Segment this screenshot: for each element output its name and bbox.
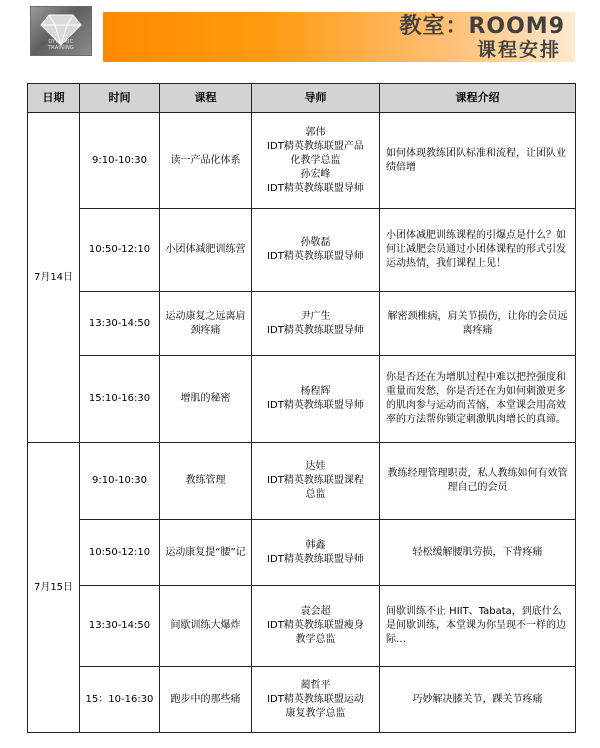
table-row <box>28 292 576 356</box>
time-cell: 10:50-12:10 <box>80 520 160 586</box>
header-date: 日期 <box>28 84 80 113</box>
course-cell: 教练管理 <box>160 443 252 520</box>
teacher-line: IDT精英教练联盟导师 <box>267 400 364 411</box>
schedule-subtitle: 课程安排 <box>476 39 561 61</box>
teacher-line: 化教学总监 <box>290 154 341 166</box>
title-banner <box>103 12 575 62</box>
time-cell: 9:10-10:30 <box>80 443 160 520</box>
header-teacher: 导师 <box>252 84 380 113</box>
teacher-line: 总监 <box>305 489 326 500</box>
teacher-cell <box>252 356 380 443</box>
teacher-line: IDT精英教练联盟瘦身 <box>267 620 364 631</box>
time-cell: 13:30-14:50 <box>80 586 160 667</box>
course-cell: 跑步中的那些痛 <box>160 667 252 733</box>
intro-cell: 解密颈椎病，肩关节损伤，让你的会员远离疼痛 <box>380 292 576 356</box>
teacher-cell <box>252 443 380 520</box>
table-row <box>28 356 576 443</box>
teacher-line: IDT精英教练联盟导师 <box>267 251 364 262</box>
teacher-cell <box>252 586 380 667</box>
time-cell: 10:50-12:10 <box>80 209 160 292</box>
course-cell: 运动康复之远离肩颈疼痛 <box>160 292 252 356</box>
date-cell: 7月14日 <box>28 113 80 443</box>
time-cell: 15：10-16:30 <box>80 667 160 733</box>
teacher-line: 郭伟 <box>305 126 326 138</box>
teacher-line: IDT精英教练联盟导师 <box>267 553 364 565</box>
teacher-line: 韩鑫 <box>305 539 326 551</box>
teacher-line: IDT精英教练联盟产品 <box>267 140 364 152</box>
teacher-line: 教学总监 <box>295 634 336 645</box>
intro-cell: 间歇训练不止 HIIT、Tabata，到底什么是间歇训练，本堂课为你呈现不一样的边际… <box>380 586 576 667</box>
teacher-cell <box>252 520 380 586</box>
teacher-line: IDT精英教练联盟运动 <box>267 693 364 705</box>
header-course: 课程 <box>160 84 252 113</box>
teacher-cell <box>252 209 380 292</box>
teacher-cell <box>252 113 380 209</box>
teacher-line: 尹广生 <box>300 310 331 322</box>
teacher-line: 达娃 <box>305 461 326 472</box>
classroom-title: 教室：ROOM9 <box>399 14 565 39</box>
table-row <box>28 586 576 667</box>
course-cell: 小团体减肥训练营 <box>160 209 252 292</box>
schedule-table <box>27 83 576 733</box>
teacher-cell <box>252 667 380 733</box>
teacher-line: IDT精英教练联盟导师 <box>267 324 364 336</box>
intro-cell: 小团体减肥训练课程的引爆点是什么？如何让减肥会员通过小团体课程的形式引发运动热情，我们课程上见！ <box>380 209 576 292</box>
course-cell: 增肌的秘密 <box>160 356 252 443</box>
table-row <box>28 209 576 292</box>
intro-cell: 轻松缓解腰肌劳损，下背疼痛 <box>380 520 576 586</box>
intro-cell: 你是否还在为增肌过程中难以把控强度和重量而发愁，你是否还在为如何刺激更多的肌肉参与运动而苦恼，本堂课会用高效率的方法帮你锁定刺激肌肉增长的真谛。 <box>380 356 576 443</box>
logo-text: DYNAMIC TRAINING <box>47 39 75 51</box>
header-time: 时间 <box>80 84 160 113</box>
course-cell: 运动康复提“腰”记 <box>160 520 252 586</box>
time-cell: 15:10-16:30 <box>80 356 160 443</box>
teacher-line: IDT精英教练联盟课程 <box>267 475 364 486</box>
time-cell: 9:10-10:30 <box>80 113 160 209</box>
date-cell: 7月15日 <box>28 443 80 733</box>
time-cell: 13:30-14:50 <box>80 292 160 356</box>
teacher-line: IDT精英教练联盟导师 <box>267 182 364 194</box>
teacher-line: 康复教学总监 <box>285 707 346 719</box>
header-intro: 课程介绍 <box>380 84 576 113</box>
table-row <box>28 520 576 586</box>
teacher-line: 孙宏峰 <box>300 168 331 180</box>
logo <box>30 6 92 56</box>
course-cell: 读一产品化体系 <box>160 113 252 209</box>
intro-cell: 教练经理管理职责，私人教练如何有效管理自己的会员 <box>380 443 576 520</box>
table-row <box>28 443 576 520</box>
intro-cell: 巧妙解决膝关节，踝关节疼痛 <box>380 667 576 733</box>
teacher-line: 孙敬磊 <box>300 237 331 248</box>
table-header-row <box>28 84 576 113</box>
teacher-line: 蔺哲平 <box>300 679 331 691</box>
table-row <box>28 667 576 733</box>
course-cell: 间歇训练大爆炸 <box>160 586 252 667</box>
intro-cell: 如何体现教练团队标准和流程，让团队业绩倍增 <box>380 113 576 209</box>
teacher-line: 袁会超 <box>300 606 331 617</box>
teacher-cell <box>252 292 380 356</box>
teacher-line: 杨程辉 <box>300 386 331 397</box>
table-row <box>28 113 576 209</box>
